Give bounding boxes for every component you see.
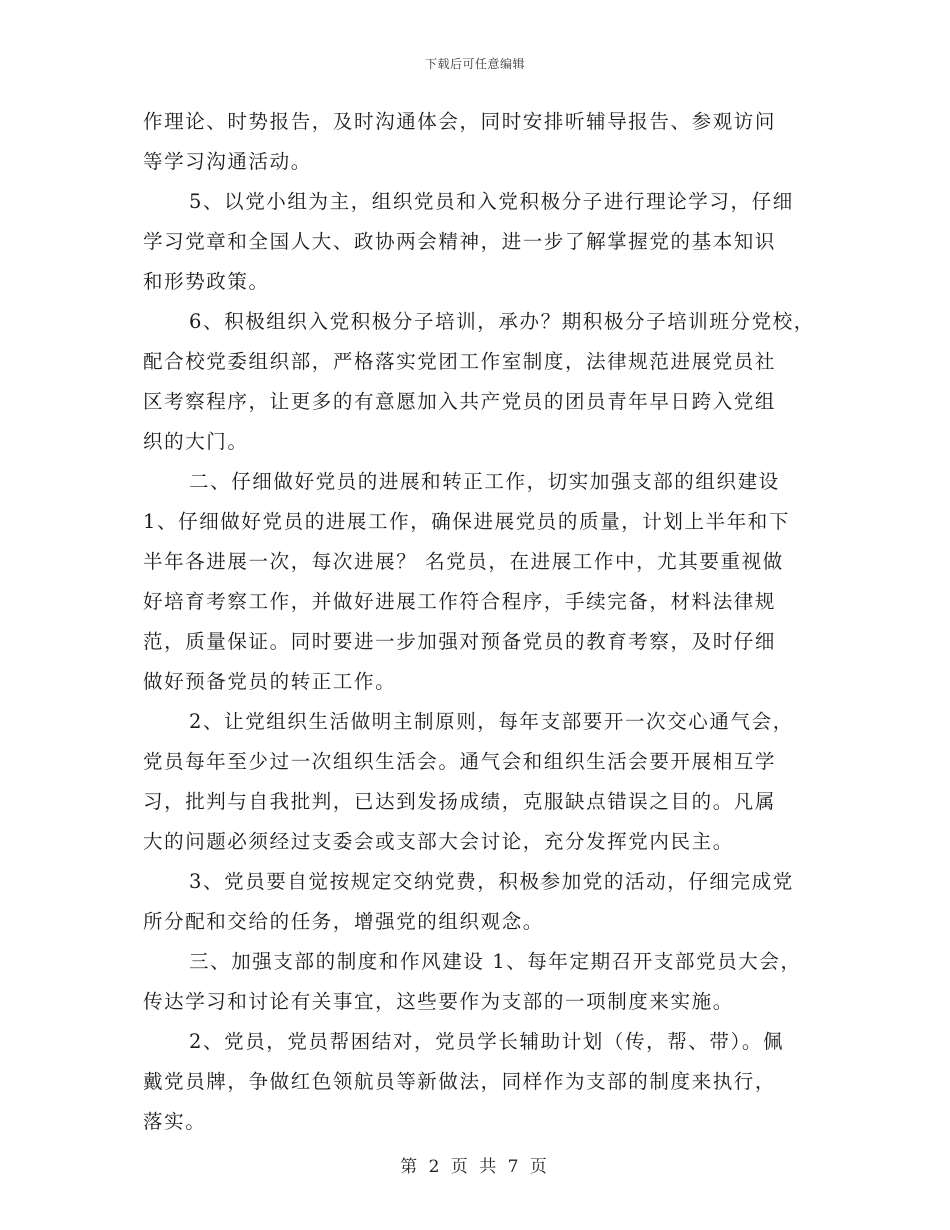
text-line: 2、党员，党员帮困结对，党员学长辅助计划（传，帮、带）。佩 <box>189 1030 785 1053</box>
text-line: 党员每年至少过一次组织生活会。通气会和组织生活会要开展相互学 <box>143 750 777 773</box>
text-line: 所分配和交给的任务，增强党的组织观念。 <box>143 910 544 933</box>
text-line: 大的问题必须经过支委会或支部大会讨论，充分发挥党内民主。 <box>143 830 734 853</box>
text-line: 织的大门。 <box>143 430 249 453</box>
text-line: 6、积极组织入党积极分子培训，承办？期积极分子培训班分党校， <box>189 310 815 333</box>
text-line: 半年各进展一次，每次进展？ 名党员，在进展工作中，尤其要重视做 <box>143 550 784 573</box>
text-line: 区考察程序，让更多的有意愿加入共产党员的团员青年早日跨入党组 <box>143 390 777 413</box>
page-number-footer: 第 2 页 共 7 页 <box>400 1157 550 1177</box>
document-body <box>143 102 833 1142</box>
text-line: 等学习沟通活动。 <box>143 150 312 173</box>
text-line: 1、仔细做好党员的进展工作，确保进展党员的质量，计划上半年和下 <box>143 510 791 533</box>
text-line: 习，批判与自我批判，已达到发扬成绩，克服缺点错误之目的。凡属 <box>143 790 777 813</box>
text-line: 二、仔细做好党员的进展和转正工作，切实加强支部的组织建设 <box>189 470 780 493</box>
text-line: 好培育考察工作，并做好进展工作符合程序，手续完备，材料法律规 <box>143 590 777 613</box>
text-line: 5、以党小组为主，组织党员和入党积极分子进行理论学习，仔细 <box>189 190 794 213</box>
text-line: 3、党员要自觉按规定交纳党费，积极参加党的活动，仔细完成党 <box>189 870 794 893</box>
text-line: 和形势政策。 <box>143 270 270 293</box>
text-line: 戴党员牌，争做红色领航员等新做法，同样作为支部的制度来执行， <box>143 1070 777 1093</box>
text-line: 学习党章和全国人大、政协两会精神，进一步了解掌握党的基本知识 <box>143 230 777 253</box>
page-header: 下载后可任意编辑 <box>424 57 525 71</box>
text-line: 落实。 <box>143 1110 207 1133</box>
text-line: 三、加强支部的制度和作风建设 1、每年定期召开支部党员大会， <box>189 950 802 973</box>
text-line: 2、让党组织生活做明主制原则，每年支部要开一次交心通气会， <box>189 710 794 733</box>
text-line: 作理论、时势报告，及时沟通体会，同时安排听辅导报告、参观访问 <box>143 110 777 133</box>
text-line: 做好预备党员的转正工作。 <box>143 670 397 693</box>
text-line: 传达学习和讨论有关事宜，这些要作为支部的一项制度来实施。 <box>143 990 734 1013</box>
text-line: 配合校党委组织部，严格落实党团工作室制度，法律规范进展党员社 <box>143 350 777 373</box>
text-line: 范，质量保证。同时要进一步加强对预备党员的教育考察，及时仔细 <box>143 630 777 653</box>
